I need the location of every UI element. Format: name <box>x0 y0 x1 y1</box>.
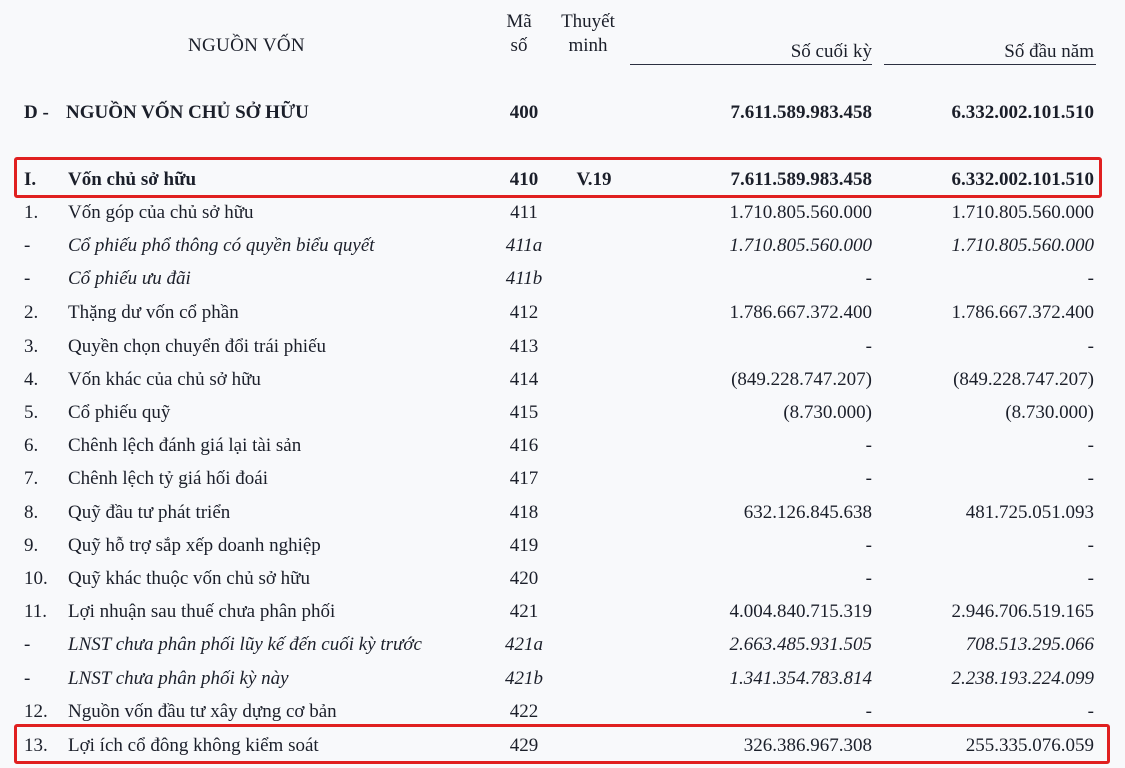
row-number: - <box>24 235 31 256</box>
row-number: 2. <box>24 302 39 323</box>
row-start-value: 481.725.051.093 <box>965 502 1094 523</box>
row-number: - <box>24 668 31 689</box>
table-row <box>0 296 1125 329</box>
row-end-value: 326.386.967.308 <box>743 735 872 756</box>
row-end-value: - <box>865 268 872 289</box>
row-note <box>560 396 628 429</box>
row-start-value: (8.730.000) <box>1005 402 1094 423</box>
table-row <box>0 330 1125 363</box>
row-end-value: 1.710.805.560.000 <box>729 202 872 223</box>
section-code: 400 <box>509 102 539 123</box>
row-name: Vốn góp của chủ sở hữu <box>68 202 254 223</box>
row-code: 415 <box>509 402 539 423</box>
row-end-value: - <box>865 468 872 489</box>
row-number: 6. <box>24 435 39 456</box>
row-start-value: - <box>1087 336 1094 357</box>
row-note: V.19 <box>576 169 612 190</box>
row-number: 9. <box>24 535 39 556</box>
row-start-value: 255.335.076.059 <box>965 735 1094 756</box>
row-number: 1. <box>24 202 39 223</box>
row-code: 419 <box>509 535 539 556</box>
row-number: 3. <box>24 336 39 357</box>
row-end-value: - <box>865 701 872 722</box>
table-row <box>0 196 1125 229</box>
row-end-value: (8.730.000) <box>783 402 872 423</box>
row-start-value: 1.710.805.560.000 <box>951 235 1094 256</box>
row-start-value: 1.786.667.372.400 <box>951 302 1094 323</box>
row-name: Lợi nhuận sau thuế chưa phân phối <box>68 601 336 622</box>
row-end-value: - <box>865 435 872 456</box>
row-code: 412 <box>509 302 539 323</box>
row-start-value: 6.332.002.101.510 <box>951 169 1094 190</box>
table-row <box>0 662 1125 695</box>
row-end-value: 1.786.667.372.400 <box>729 302 872 323</box>
row-start-value: - <box>1087 701 1094 722</box>
section-row-equity <box>0 96 1125 129</box>
row-note <box>560 529 628 562</box>
section-start-value: 6.332.002.101.510 <box>951 102 1094 123</box>
row-name: LNST chưa phân phối lũy kế đến cuối kỳ trước <box>68 634 422 655</box>
row-end-value: 7.611.589.983.458 <box>730 169 872 190</box>
row-note <box>560 662 628 695</box>
table-row <box>0 462 1125 495</box>
row-code: 410 <box>509 169 539 190</box>
row-name: Quỹ khác thuộc vốn chủ sở hữu <box>68 568 310 589</box>
row-name: Cổ phiếu quỹ <box>68 402 171 423</box>
row-end-value: - <box>865 535 872 556</box>
row-number: - <box>24 268 31 289</box>
section-note <box>560 96 628 129</box>
row-name: Lợi ích cổ đông không kiểm soát <box>68 735 319 756</box>
column-header-code-line1: Mã <box>506 11 532 32</box>
row-code: 421 <box>509 601 539 622</box>
row-name: Quyền chọn chuyển đổi trái phiếu <box>68 336 327 357</box>
row-note <box>560 595 628 628</box>
column-header-code <box>494 10 544 58</box>
row-start-value: - <box>1087 435 1094 456</box>
row-end-value: 2.663.485.931.505 <box>729 634 872 655</box>
row-number: 7. <box>24 468 39 489</box>
row-note <box>560 196 628 229</box>
row-end-value: 4.004.840.715.319 <box>729 601 872 622</box>
row-start-value: 1.710.805.560.000 <box>951 202 1094 223</box>
table-row <box>0 396 1125 429</box>
row-name: Cổ phiếu ưu đãi <box>68 268 191 289</box>
row-start-value: 708.513.295.066 <box>965 634 1094 655</box>
row-name: Cổ phiếu phổ thông có quyền biểu quyết <box>68 235 375 256</box>
row-start-value: - <box>1087 268 1094 289</box>
row-code: 413 <box>509 336 539 357</box>
row-end-value: (849.228.747.207) <box>731 369 872 390</box>
row-end-value: 632.126.845.638 <box>743 502 872 523</box>
table-row <box>0 363 1125 396</box>
row-start-value: - <box>1087 535 1094 556</box>
column-header-note <box>548 10 628 58</box>
row-end-value: - <box>865 568 872 589</box>
row-number: 4. <box>24 369 39 390</box>
row-note <box>560 729 628 762</box>
row-start-value: - <box>1087 468 1094 489</box>
column-header-code-line2: số <box>510 35 528 56</box>
column-header-note-line1: Thuyết <box>561 11 615 32</box>
table-row <box>0 529 1125 562</box>
row-end-value: 1.710.805.560.000 <box>729 235 872 256</box>
row-code: 422 <box>509 701 539 722</box>
table-row <box>0 229 1125 262</box>
row-note <box>560 229 628 262</box>
row-name: Quỹ đầu tư phát triển <box>68 502 231 523</box>
table-row <box>0 695 1125 728</box>
row-note <box>560 429 628 462</box>
row-note <box>560 628 628 661</box>
row-number: 11. <box>24 601 48 622</box>
row-code: 411a <box>505 235 543 256</box>
row-code: 418 <box>509 502 539 523</box>
row-name: Thặng dư vốn cổ phần <box>68 302 239 323</box>
row-number: 8. <box>24 502 39 523</box>
table-row <box>0 729 1125 762</box>
row-code: 420 <box>509 568 539 589</box>
row-note <box>560 363 628 396</box>
row-note <box>560 330 628 363</box>
row-note <box>560 562 628 595</box>
row-note <box>560 496 628 529</box>
row-code: 416 <box>509 435 539 456</box>
header-underline-end <box>630 64 872 65</box>
section-number: D - <box>24 102 49 123</box>
row-number: 5. <box>24 402 39 423</box>
row-code: 421a <box>505 634 543 655</box>
row-end-value: - <box>865 336 872 357</box>
row-name: Chênh lệch đánh giá lại tài sản <box>68 435 302 456</box>
table-row <box>0 429 1125 462</box>
row-name: Nguồn vốn đầu tư xây dựng cơ bản <box>68 701 337 722</box>
row-number: I. <box>24 169 37 190</box>
row-code: 411b <box>505 268 543 289</box>
table-row <box>0 595 1125 628</box>
row-name: LNST chưa phân phối kỳ này <box>68 668 289 689</box>
row-number: 12. <box>24 701 48 722</box>
header-underline-start <box>884 64 1096 65</box>
row-note <box>560 262 628 295</box>
table-row <box>0 562 1125 595</box>
row-code: 414 <box>509 369 539 390</box>
column-header-note-line2: minh <box>568 35 608 56</box>
row-note <box>560 296 628 329</box>
row-number: - <box>24 634 31 655</box>
table-row <box>0 628 1125 661</box>
row-start-value: 2.238.193.224.099 <box>951 668 1094 689</box>
row-code: 417 <box>509 468 539 489</box>
column-header-start-year: Số đầu năm <box>1004 41 1094 62</box>
row-end-value: 1.341.354.783.814 <box>729 668 872 689</box>
table-row <box>0 262 1125 295</box>
row-note <box>560 462 628 495</box>
row-start-value: (849.228.747.207) <box>953 369 1094 390</box>
table-row <box>0 496 1125 529</box>
section-end-value: 7.611.589.983.458 <box>730 102 872 123</box>
table-row <box>0 163 1125 196</box>
row-number: 13. <box>24 735 48 756</box>
column-header-end-period: Số cuối kỳ <box>790 41 872 62</box>
row-code: 429 <box>509 735 539 756</box>
row-name: Vốn khác của chủ sở hữu <box>68 369 261 390</box>
row-code: 411 <box>510 202 538 223</box>
row-note <box>560 695 628 728</box>
row-name: Quỹ hỗ trợ sắp xếp doanh nghiệp <box>68 535 321 556</box>
row-code: 421b <box>505 668 543 689</box>
section-name: NGUỒN VỐN CHỦ SỞ HỮU <box>66 102 309 123</box>
column-header-title: NGUỒN VỐN <box>188 35 305 56</box>
row-start-value: - <box>1087 568 1094 589</box>
row-start-value: 2.946.706.519.165 <box>951 601 1094 622</box>
row-name: Chênh lệch tỷ giá hối đoái <box>68 468 268 489</box>
row-number: 10. <box>24 568 48 589</box>
row-name: Vốn chủ sở hữu <box>68 169 197 190</box>
